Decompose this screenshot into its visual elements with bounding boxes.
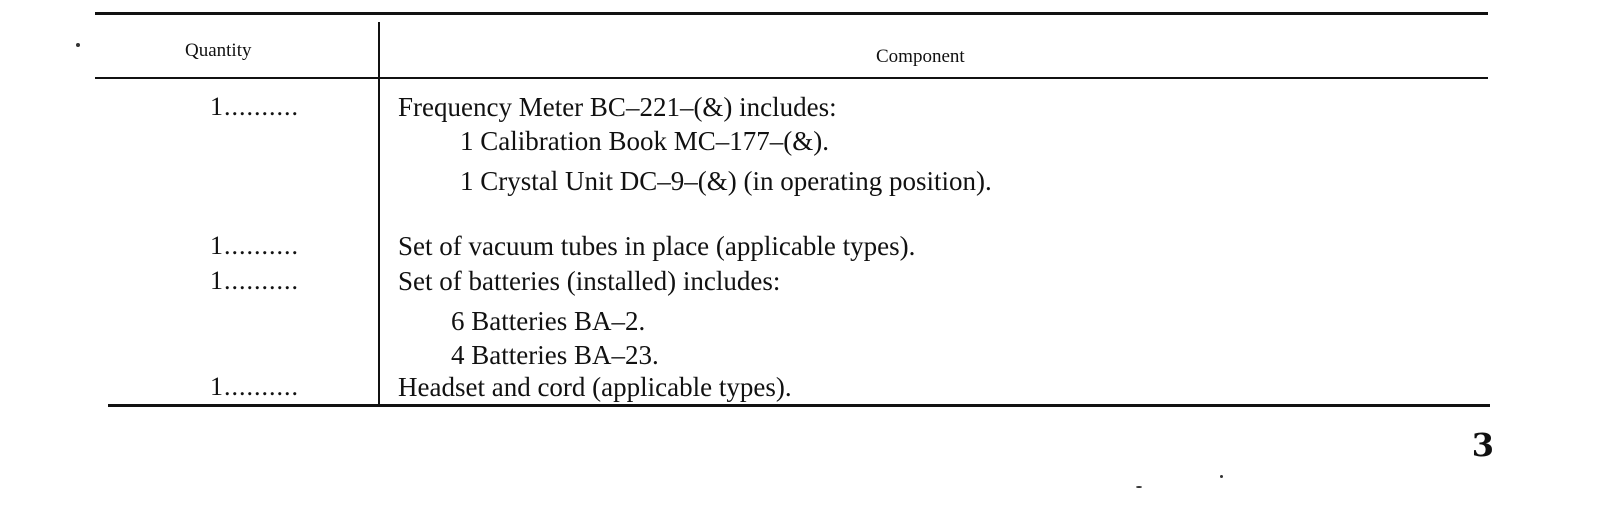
row-3-sub-item-2: 4 Batteries BA–23.	[451, 340, 659, 370]
page-number: 3	[1471, 426, 1494, 464]
row-3-sub-item-1: 6 Batteries BA–2.	[451, 306, 646, 336]
table-header-rule	[95, 77, 1488, 79]
scan-speck	[1220, 475, 1223, 478]
component-column-header: Component	[876, 46, 965, 67]
scan-speck	[1136, 486, 1142, 488]
row-4-quantity: 1..........	[210, 372, 299, 401]
table-bottom-rule	[108, 404, 1490, 407]
row-4-component: Headset and cord (applicable types).	[398, 372, 792, 402]
table-top-rule	[95, 12, 1488, 15]
scan-speck	[76, 43, 80, 47]
quantity-column-header: Quantity	[185, 40, 252, 61]
row-1-component: Frequency Meter BC–221–(&) includes:	[398, 92, 837, 122]
row-3-quantity: 1..........	[210, 266, 299, 295]
row-1-sub-item-1: 1 Calibration Book MC–177–(&).	[460, 126, 829, 156]
row-3-component: Set of batteries (installed) includes:	[398, 266, 781, 296]
table-column-divider	[378, 22, 380, 404]
row-1-sub-item-2: 1 Crystal Unit DC–9–(&) (in operating position).	[460, 166, 992, 196]
row-2-component: Set of vacuum tubes in place (applicable types).	[398, 231, 916, 261]
row-2-quantity: 1..........	[210, 231, 299, 260]
row-1-quantity: 1..........	[210, 92, 299, 121]
